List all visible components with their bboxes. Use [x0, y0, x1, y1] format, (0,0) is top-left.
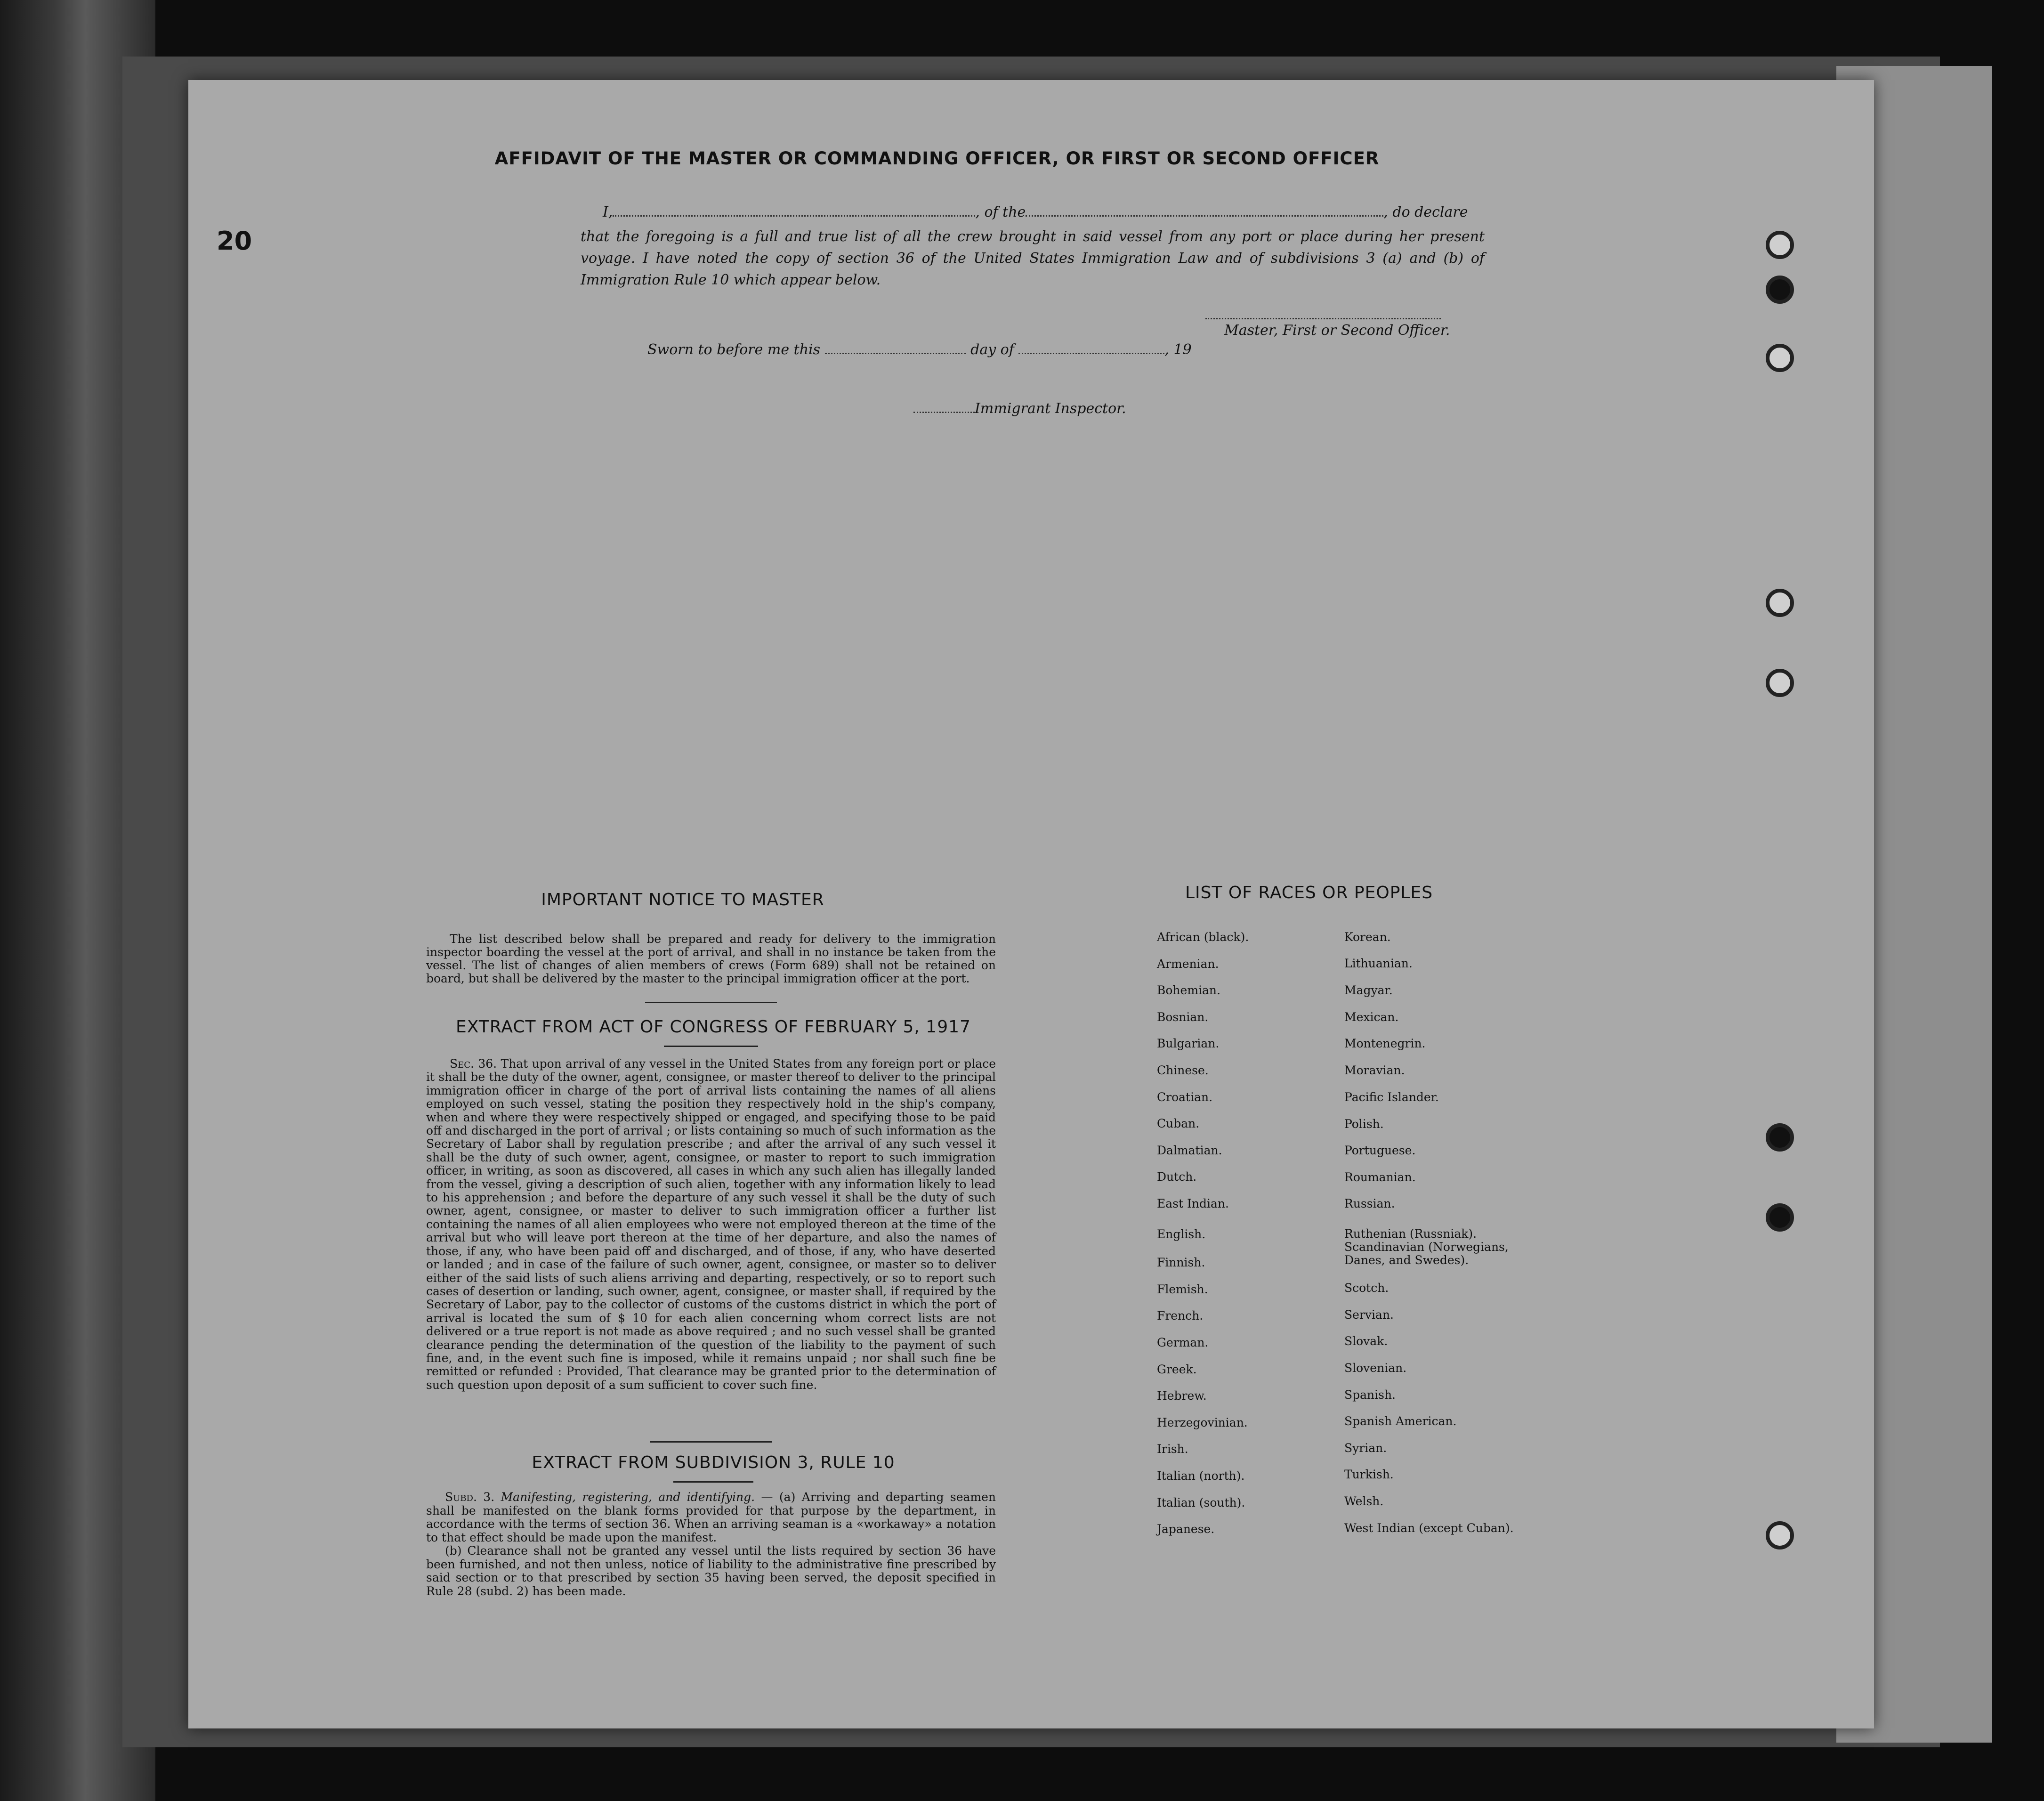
punch-hole: [1766, 231, 1794, 259]
race-entry: Japanese.: [1157, 1522, 1215, 1536]
rule-extract-title: EXTRACT FROM SUBDIVISION 3, RULE 10: [532, 1453, 895, 1472]
punch-hole: [1766, 1521, 1794, 1550]
race-entry: Finnish.: [1157, 1256, 1205, 1269]
divider-rule: [645, 1002, 777, 1003]
race-entry: Ruthenian (Russniak).: [1344, 1227, 1477, 1241]
notice-body: The list described below shall be prepared and ready for delivery to the immigration inspector boarding the vessel at the port of arrival, and shall in no instance be taken from the vessel. The list of changes of alien members of crews (Form 689) shall not be retained on board, but shall be delivered by the master to the principal immigration officer at the port.: [426, 932, 996, 985]
affidavit-form-page: [188, 80, 1874, 1728]
race-entry: African (black).: [1157, 930, 1249, 944]
race-entry: Bosnian.: [1157, 1010, 1209, 1024]
inspector-signature-block: [913, 400, 1126, 417]
sworn-line: [647, 341, 1192, 358]
punch-hole: [1766, 589, 1794, 617]
day-of-label: day of: [970, 341, 1014, 358]
race-entry: Spanish.: [1344, 1388, 1396, 1402]
race-entry: Polish.: [1344, 1117, 1384, 1131]
race-entry: Roumanian.: [1344, 1170, 1416, 1184]
vessel-name-field: [1026, 213, 1383, 217]
race-entry: English.: [1157, 1227, 1206, 1241]
subdivision-label: Subd. 3.: [445, 1490, 495, 1504]
race-entry: Syrian.: [1344, 1441, 1387, 1455]
race-entry: Slovenian.: [1344, 1361, 1407, 1375]
sworn-month-field: [1018, 351, 1164, 354]
vessel-of-label: , of the: [975, 204, 1026, 220]
inspector-signature-field: [913, 410, 975, 413]
race-entry: Korean.: [1344, 930, 1391, 944]
punch-hole: [1766, 276, 1794, 304]
punch-hole: [1766, 344, 1794, 372]
master-signature-field: [1205, 318, 1441, 319]
act-extract-body: [426, 1057, 996, 1392]
race-entry: Lithuanian.: [1344, 957, 1413, 970]
race-entry: Magyar.: [1344, 983, 1393, 997]
affidavit-declaration-line: [603, 204, 1468, 220]
notice-title: IMPORTANT NOTICE TO MASTER: [541, 890, 824, 909]
race-entry: Portuguese.: [1344, 1144, 1416, 1157]
race-entry: Hebrew.: [1157, 1389, 1207, 1403]
punch-hole: [1766, 1123, 1794, 1152]
race-entry: Russian.: [1344, 1197, 1395, 1210]
race-entry: Slovak.: [1344, 1334, 1388, 1348]
races-title: LIST OF RACES OR PEOPLES: [1185, 883, 1433, 902]
race-entry: Montenegrin.: [1344, 1037, 1426, 1050]
race-entry: Bulgarian.: [1157, 1037, 1220, 1050]
race-entry: Scandinavian (Norwegians,: [1344, 1240, 1509, 1254]
race-entry: Spanish American.: [1344, 1414, 1457, 1428]
page-number: 20: [217, 226, 252, 256]
race-entry: German.: [1157, 1336, 1209, 1349]
declare-label: , do declare: [1383, 204, 1468, 220]
affidavit-title: AFFIDAVIT OF THE MASTER OR COMMANDING OFFICER, OR FIRST OR SECOND OFFICER: [494, 148, 1380, 169]
race-entry: Scotch.: [1344, 1281, 1389, 1295]
race-entry: Irish.: [1157, 1442, 1188, 1456]
subdivision-heading: Manifesting, registering, and identifying.: [501, 1490, 755, 1504]
year-prefix-label: , 19: [1164, 341, 1192, 358]
race-entry: Armenian.: [1157, 957, 1219, 971]
race-entry: French.: [1157, 1309, 1204, 1322]
race-entry: Chinese.: [1157, 1063, 1209, 1077]
divider-rule: [673, 1481, 753, 1483]
race-entry: West Indian (except Cuban).: [1344, 1521, 1514, 1535]
punch-hole: [1766, 669, 1794, 697]
sworn-before-label: Sworn to before me this: [647, 341, 821, 358]
rule-paragraph-b: (b) Clearance shall not be granted any vessel until the lists required by section 36 have been furnished, and not then unless, notice of liability to the administrative fine prescribed by said section or to that prescribed by section 35 having been served, the deposit specified in Rule 28 (subd. 2) has been made.: [426, 1544, 996, 1598]
race-entry: Herzegovinian.: [1157, 1416, 1248, 1429]
race-entry: East Indian.: [1157, 1197, 1229, 1210]
paragraph-a-text: — (a) Arriving and departing seamen shall be manifested on the blank forms provided for that purpose by the department, in accordance with the terms of section 36. When an arriving seaman is a «workaway» a notation to that effect should be made upon the manifest.: [426, 1490, 996, 1544]
race-entry: Servian.: [1344, 1308, 1394, 1322]
race-entry: Greek.: [1157, 1363, 1197, 1376]
act-extract-title: EXTRACT FROM ACT OF CONGRESS OF FEBRUARY 5, 1917: [456, 1017, 971, 1037]
sworn-day-field: [825, 351, 966, 354]
affiant-name-field: [613, 213, 975, 217]
inspector-label: Immigrant Inspector.: [975, 400, 1126, 417]
race-entry: Welsh.: [1344, 1494, 1384, 1508]
race-entry: Moravian.: [1344, 1063, 1405, 1077]
race-entry: Flemish.: [1157, 1282, 1208, 1296]
affidavit-statement: that the foregoing is a full and true list of all the crew brought in said vessel from any port or place during her present voyage. I have noted the copy of section 36 of the United States Immigration Law and of subdivisions 3 (a) and (b) of Immigration Rule 10 which appear below.: [581, 228, 1485, 288]
affiant-label: I,: [603, 204, 613, 220]
race-entry: Italian (north).: [1157, 1469, 1245, 1483]
master-signature-label: Master, First or Second Officer.: [1224, 322, 1450, 339]
section-label: Sec. 36.: [450, 1057, 497, 1071]
race-entry: Dalmatian.: [1157, 1144, 1222, 1157]
race-entry: Bohemian.: [1157, 983, 1220, 997]
divider-rule: [664, 1046, 758, 1047]
race-entry: Dutch.: [1157, 1170, 1197, 1184]
race-entry: Danes, and Swedes).: [1344, 1253, 1469, 1267]
punch-hole: [1766, 1203, 1794, 1232]
race-entry: Italian (south).: [1157, 1496, 1245, 1509]
race-entry: Cuban.: [1157, 1117, 1200, 1130]
rule-paragraph-a: [426, 1491, 996, 1544]
rule-extract-body: [426, 1491, 996, 1598]
race-entry: Turkish.: [1344, 1468, 1394, 1481]
race-entry: Pacific Islander.: [1344, 1090, 1439, 1104]
divider-rule: [650, 1441, 772, 1443]
master-signature-block: [1205, 318, 1450, 339]
race-entry: Croatian.: [1157, 1090, 1213, 1104]
race-entry: Mexican.: [1344, 1010, 1399, 1024]
section-text: That upon arrival of any vessel in the United States from any foreign port or place it shall be the duty of the owner, agent, consignee, or master thereof to deliver to the principal immigration officer in charge of the port of arrival lists containing the names of all aliens employed on such vessel, stating the position they respectively hold in the ship's company, when and where they were respectively shipped or engaged, and specifying those to be paid off and discharged in the port of arrival ; or lists containing so much of such information as the Secretary of Labor shall by regulation prescribe ; and after the arrival of any such vessel it shall be the duty of such owner, agent, consignee, or master to report to such immigration officer, in writing, as soon as discovered, all cases in which any such alien has illegally landed from the vessel, giving a description of such alien, together with any information likely to lead to his apprehension ; and before the departure of any such vessel it shall be the duty of such owner, agent, consignee, or master to deliver to such immigration officer a further list containing the names of all alien employees who were not employed thereon at the time of the arrival but who will leave port thereon at the time of her departure, and also the names of those, if any, who have been paid off and discharged, and of those, if any, who have deserted or landed ; and in case of the failure of such owner, agent, consignee, or master so to deliver either of the said lists of such aliens arriving and departing, respectively, or so to report such cases of desertion or landing, such owner, agent, consignee, or master shall, if required by the Secretary of Labor, pay to the collector of customs of the customs district in which the port of arrival is located the sum of $ 10 for each alien concerning whom correct lists are not delivered or a true report is not made as above required ; and no such vessel shall be granted clearance pending the determination of the question of the liability to the payment of such fine, and, in the event such fine is imposed, while it remains unpaid ; nor shall such fine be remitted or refunded : Provided, That clearance may be granted prior to the determination of such question upon deposit of a sum sufficient to cover such fine.: [426, 1057, 996, 1392]
